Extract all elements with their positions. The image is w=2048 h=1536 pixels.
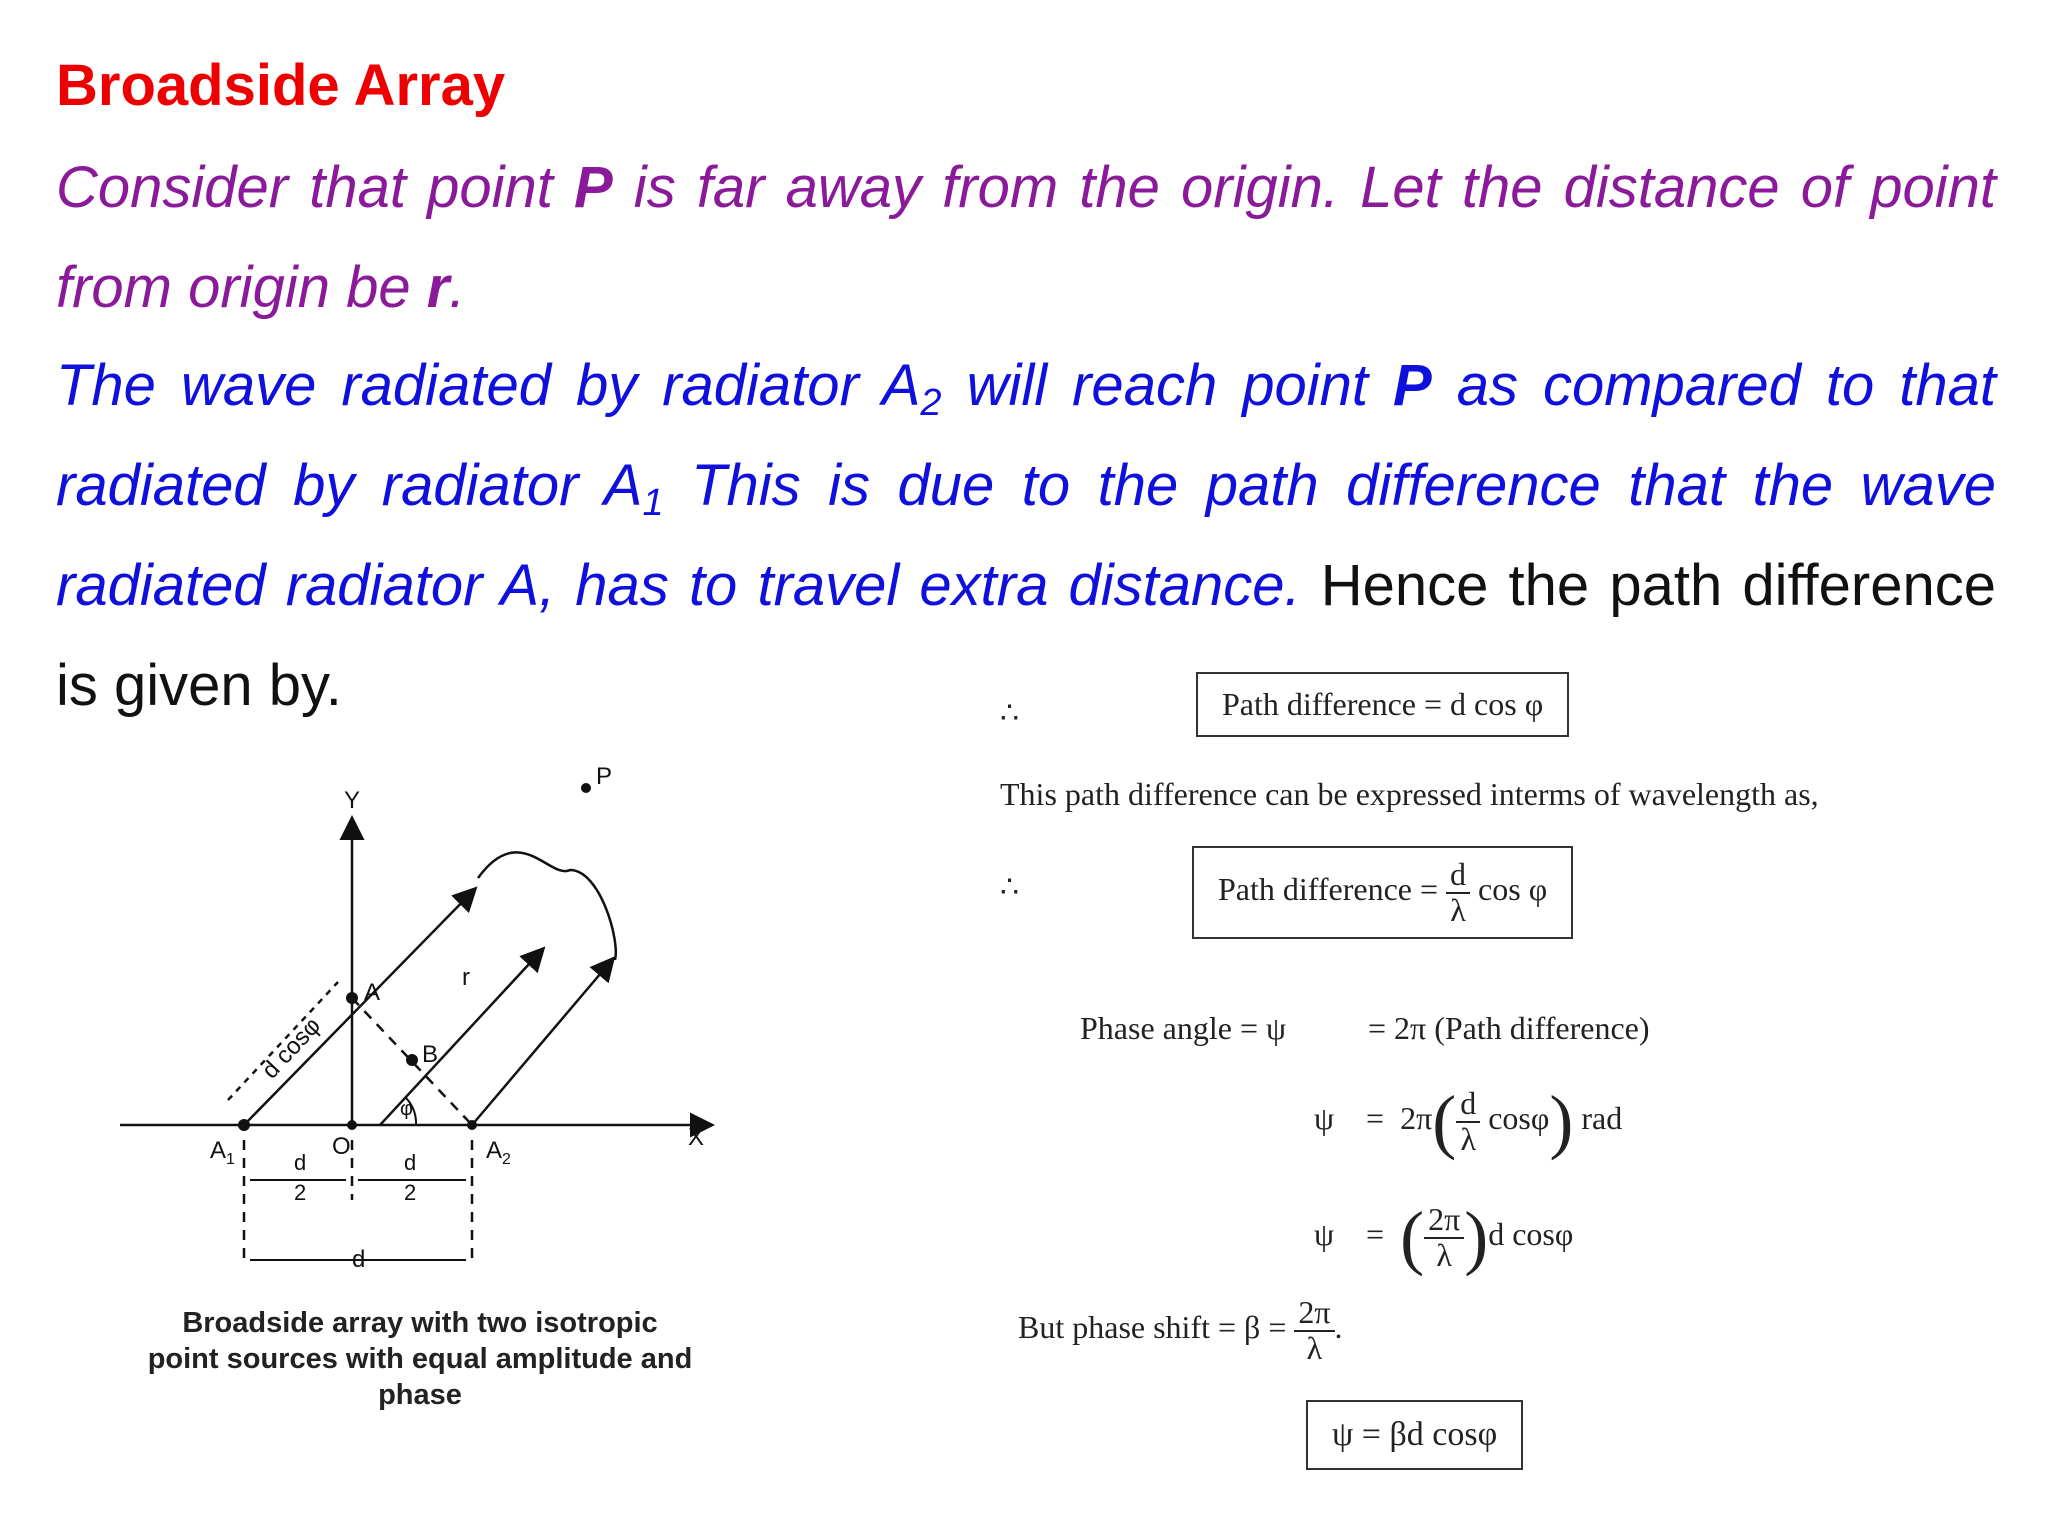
axis-x-label: X: [688, 1124, 705, 1151]
eq-phase-shift-beta: [1018, 1296, 1343, 1365]
point-a1-dot: [238, 1119, 250, 1131]
point-a-label: A: [364, 979, 381, 1006]
phase-angle-rhs: = 2π (Path difference): [1368, 1010, 1650, 1046]
beta-fraction: $\frac{2\pi}{\lambda}$: [1294, 1296, 1334, 1365]
label-d: d: [352, 1246, 366, 1273]
label-phi: φ: [400, 1098, 413, 1120]
para1-symbol-r: r: [426, 255, 450, 320]
ray-from-a2: [472, 960, 612, 1125]
para2-point-p: P: [1393, 353, 1432, 418]
eq-path-difference: Path difference = d cos φ: [1196, 672, 1569, 737]
therefore-1: ∴: [1000, 697, 1020, 730]
psi3-fraction: $\frac{2\pi}{\lambda}$: [1424, 1203, 1464, 1272]
point-p-dot: [581, 783, 591, 793]
psi3-symbol: ψ: [1314, 1215, 1335, 1252]
point-b-dot: [406, 1054, 418, 1066]
para1-point-p: P: [574, 155, 613, 220]
half-d-left-num: d: [294, 1150, 307, 1175]
para2-text-4: This is due to the path difference that the wave radiated radiator A, has to travel extra distance.: [56, 453, 1996, 618]
eq2-lhs: Path difference =: [1218, 870, 1439, 907]
eq-psi-2: ψ = 2π( $\frac{d}{\lambda}$ cosφ) rad: [1314, 1081, 1623, 1161]
beta-dot: .: [1334, 1308, 1343, 1345]
point-o-dot: [347, 1120, 357, 1130]
para2-sub-1: 2: [920, 382, 942, 424]
caption-line-2: point sources with equal amplitude and phase: [147, 1343, 693, 1411]
axis-y-label: Y: [344, 787, 361, 814]
beta-lhs: But phase shift = β =: [1018, 1308, 1287, 1345]
point-b-label: B: [422, 1041, 439, 1068]
para1-text-2: is far away from the origin. Let the distance of point from origin be: [56, 155, 1996, 320]
psi2-equals: =: [1366, 1099, 1385, 1136]
point-p-label: P: [596, 763, 613, 790]
eq-final-psi: ψ = βd cosφ: [1306, 1400, 1523, 1470]
para2-sub-2: 1: [642, 482, 664, 524]
psi3-equals: =: [1366, 1215, 1385, 1252]
label-a1: $A_1$: [210, 1137, 235, 1168]
label-a2: $A_2$: [486, 1137, 511, 1168]
wavefront-brace: [478, 852, 616, 960]
broadside-array-diagram: [100, 760, 740, 1290]
half-d-left-den: 2: [294, 1180, 307, 1205]
label-dcos-phi: d cosφ: [256, 1012, 327, 1085]
para2-text-1: The wave radiated by radiator A: [56, 353, 921, 418]
eq-psi-3: ψ = ( $\frac{2\pi}{\lambda}$ )d cosφ: [1314, 1197, 1574, 1277]
therefore-2: ∴: [1000, 871, 1020, 904]
psi2-cos: cosφ: [1488, 1099, 1550, 1136]
psi2-two-pi: 2π: [1400, 1099, 1433, 1136]
para2-text-3: as compared to that radiated by radiator A: [56, 353, 1996, 518]
eq2-rhs: cos φ: [1478, 870, 1548, 907]
para2-text-2: will reach point: [941, 353, 1393, 418]
psi2-fraction: $\frac{d}{\lambda}$: [1456, 1087, 1480, 1156]
eq-path-difference-lambda: [1192, 846, 1573, 939]
slide-title: Broadside Array: [56, 53, 506, 118]
psi3-tail: d cosφ: [1488, 1215, 1574, 1252]
diagram-caption: [120, 1305, 720, 1413]
para1-text-3: .: [449, 255, 466, 320]
para2-text-5: Hence the path difference is given by.: [56, 553, 1997, 718]
para1-text-1: Consider that point: [56, 155, 574, 220]
half-d-right-num: d: [404, 1150, 417, 1175]
paragraph-intro: [56, 138, 1996, 338]
paragraph-path-difference: [56, 336, 1996, 736]
psi2-symbol: ψ: [1314, 1099, 1335, 1136]
eq2-fraction: $\frac{d}{\lambda}$: [1446, 858, 1470, 927]
caption-line-1: Broadside array with two isotropic: [182, 1307, 658, 1339]
label-r: r: [462, 964, 470, 991]
half-d-right-den: 2: [404, 1180, 417, 1205]
point-a-dot: [346, 992, 358, 1004]
point-a2-dot: [467, 1120, 477, 1130]
phase-angle-lhs: Phase angle = ψ: [1080, 1010, 1287, 1046]
text-interms-wavelength: This path difference can be expressed interms of wavelength as,: [1000, 776, 1819, 812]
psi2-unit: rad: [1581, 1099, 1623, 1136]
point-o-label: O: [332, 1133, 351, 1160]
